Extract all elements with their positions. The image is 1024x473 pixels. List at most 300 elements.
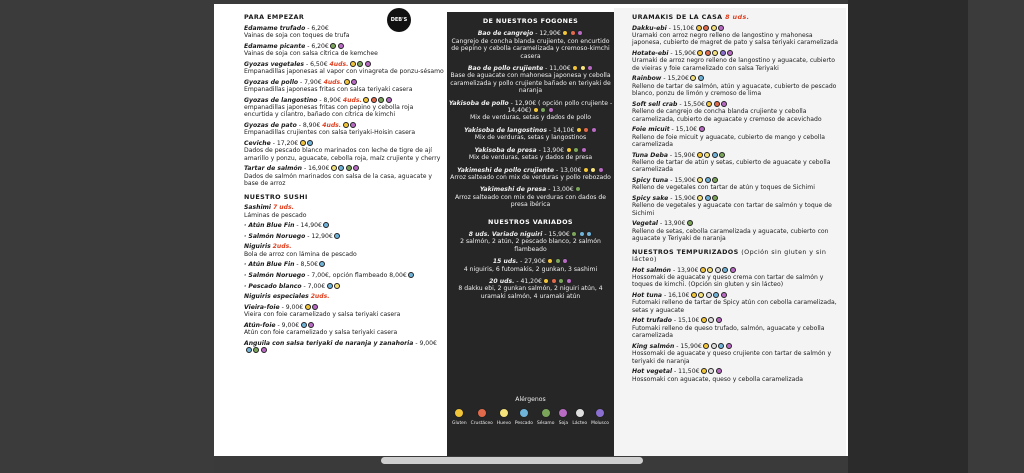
item-name: Hot tuna [632,292,663,300]
allergen-hu-icon [690,75,696,81]
item-name: Gyozas de pato [244,122,297,129]
allergen-se-icon [712,177,718,183]
allergen-la-icon [708,368,714,374]
allergen-cr-icon [551,278,557,284]
item-desc: Cangrejo de concha blanda crujiente, con encurtido de pepino y cebolla caramelizada y cremoso-kimchi casera [451,37,610,60]
item-name: Vieira-foie [244,303,280,311]
menu-item [632,75,842,97]
item-name: Yakisoba de pollo [448,99,509,107]
item-desc: Láminas de pescado [244,211,307,219]
allergen-la-icon [706,292,712,298]
item-name: Spicy sake [632,195,669,203]
item-desc: Hossomaki con aguacate, queso y cebolla caramelizada [632,375,803,383]
allergen-so-icon [338,43,344,49]
section-title-note: (Opción sin gluten y sin lácteo) [632,247,827,264]
menu-item [447,147,614,162]
right-background [968,0,1024,473]
item-name: King salmón [632,342,675,350]
item-name: Edamame trufado [244,24,306,32]
middle-column [447,12,614,456]
menu-item [244,233,444,240]
allergen-la-icon [575,408,585,418]
allergen-hu-icon [331,165,337,171]
menu-item [244,243,444,258]
menu-item [632,152,842,174]
item-price: - 7,90€ [300,78,322,86]
allergen-se-icon [378,97,384,103]
allergen-gl-icon [350,61,356,67]
allergen-se-icon [687,220,693,226]
allergen-hu-icon [698,292,704,298]
menu-item [632,50,842,72]
item-name: · Salmón Noruego [244,272,306,279]
allergen-se-icon [330,43,336,49]
item-price: - 13,90€ [538,146,565,154]
menu-item [632,368,842,383]
item-units: 4uds. [323,78,343,86]
item-price: - 17,20€ [272,140,299,147]
item-price: - 16,10€ [663,292,690,300]
item-price: - 13,90€ [659,220,686,228]
legend-label: Sésamo [536,421,555,427]
allergen-pe-icon [319,261,325,267]
allergen-so-icon [365,61,371,67]
legend-title: Alérgenos [515,396,546,403]
allergen-mo-icon [720,50,726,56]
item-units: 2uds. [310,293,330,301]
legend-item [537,408,554,427]
item-price: - 16,90€ [303,165,330,173]
menu-item [447,167,614,182]
menu-item [447,65,614,95]
left-column [244,4,444,355]
item-name: Dakku-ebi [632,24,667,32]
allergen-pe-icon [722,267,728,273]
item-desc: 2 salmón, 2 atún, 2 pescado blanco, 2 salmón flambeado [460,238,601,253]
item-name: Yakisoba de presa [474,146,537,154]
item-name: Foie micuit [632,126,670,134]
menu-item [447,231,614,253]
allergen-legend [447,396,614,428]
allergen-so-icon [591,127,597,133]
section-title: NUESTRO SUSHI [244,192,308,201]
allergen-hu-icon [707,267,713,273]
section-title [632,14,842,21]
item-name: Hot vegetal [632,368,673,376]
item-price: - 6,20€ [307,42,329,50]
item-price: - 15,90€ [676,342,702,350]
allergen-gl-icon [454,408,464,418]
item-price: - 15,10€ [668,24,695,32]
item-price: - 7,00€ [303,282,326,290]
item-desc: Arroz salteado con mix de verduras y pollo rebozado [450,173,611,181]
allergen-so-icon [727,50,733,56]
allergen-so-icon [312,304,318,310]
item-desc: Vainas de soja con toques de trufa [244,32,350,39]
item-name: Yakimeshi de presa [479,186,547,194]
allergen-gl-icon [576,127,582,133]
item-price: - 13,00€ [555,166,582,174]
allergen-la-icon [708,317,714,323]
allergen-gl-icon [697,50,703,56]
menu-item [244,61,444,76]
menu-item [632,195,842,217]
section-title [632,249,842,264]
item-desc: Relleno de tartar de salmón, atún y aguacate, cubierto de pescado blanco, ponzu de limón y cremoso de lima [632,82,837,98]
allergen-so-icon [721,292,727,298]
allergen-pe-icon [307,140,313,146]
allergen-so-icon [351,79,357,85]
item-desc: Relleno de vegetales con tartar de atún y toques de Sichimi [632,184,815,192]
item-name: Gyozas de pollo [244,78,299,86]
horizontal-scrollbar[interactable] [381,457,643,464]
allergen-hu-icon [711,25,717,31]
allergen-gl-icon [543,278,549,284]
menu-item [244,222,444,229]
item-price: - 9,00€ [415,339,437,347]
allergen-gl-icon [305,304,311,310]
item-name: · Pescado blanco [244,282,302,290]
legend-label: Lácteo [572,421,588,427]
menu-item [244,122,444,137]
item-desc: Relleno de vegetales y aguacate con tartar de salmón y toque de Sichimi [632,202,832,217]
allergen-gl-icon [703,343,709,349]
item-price: - 11,00€ [545,65,571,73]
allergen-se-icon [719,152,725,158]
item-name: · Atún Blue Fin [244,261,295,269]
item-name: Bao de cangrejo [477,30,534,38]
allergen-pe-icon [718,343,724,349]
menu-item [632,267,842,289]
allergen-pe-icon [712,152,718,158]
item-name: 15 uds. [492,258,519,266]
allergen-mo-icon [595,408,605,418]
item-price: - 8,90€ [319,96,341,104]
menu-item [447,186,614,208]
item-price: - 15,90€ [670,50,696,57]
legend-item [572,408,587,427]
menu-item [244,293,444,300]
allergen-cr-icon [371,97,377,103]
item-desc: Hossomaki de aguacate y queso crema con tartar de salmón y toques de kimchi. (Opción sin gluten y sin lácteo) [632,274,824,289]
item-desc: empanadillas japonesas fritas con pepino y cebolla roja encurtida y cilantro, bañado con cítrica de kimchi [244,104,414,119]
allergen-se-icon [555,258,561,264]
legend-label: Soja [558,421,569,427]
allergen-gl-icon [343,122,349,128]
menu-page [214,4,848,456]
item-price: - 9,00€ [281,303,304,311]
allergen-cr-icon [705,50,711,56]
allergen-hu-icon [697,195,703,201]
allergen-pe-icon [246,347,252,353]
item-name: Tuna Deba [632,151,668,159]
allergen-cr-icon [703,25,709,31]
item-name: Anguila con salsa teriyaki de naranja y zanahoria [244,339,414,347]
item-name: Niguiris [244,243,271,251]
menu-item [632,220,842,242]
menu-item [244,304,444,319]
item-price: - 15,90€ [670,177,696,185]
allergen-pe-icon [323,222,329,228]
item-name: · Salmón Noruego [244,232,306,240]
item-name: Edamame picante [244,42,306,50]
allergen-so-icon [308,322,314,328]
menu-item [244,272,444,279]
item-desc: Vainas de soja con salsa cítrica de kemchee [244,50,378,57]
item-price: - 27,90€ [520,258,546,266]
allergen-pe-icon [301,322,307,328]
item-price: - 12,90€ [535,30,561,38]
allergen-so-icon [718,25,724,31]
allergen-gl-icon [566,147,572,153]
allergen-cr-icon [714,101,720,107]
allergen-hu-icon [697,177,703,183]
section-title: DE NUESTROS FOGONES [482,17,579,25]
allergen-pe-icon [579,231,585,237]
allergen-hu-icon [499,408,509,418]
menu-item [632,25,842,47]
menu-item [244,97,444,119]
legend-item [558,408,568,427]
allergen-so-icon [577,30,583,36]
item-desc: Futomaki relleno de queso trufado, salmón, aguacate y cebolla caramelizada [632,324,825,340]
item-price: - 6,20€ [307,24,329,32]
item-price: - 15,20€ [663,75,689,83]
item-price: - 12,90€ [307,232,333,240]
allergen-cr-icon [583,127,589,133]
right-dark-strip [848,0,968,473]
allergen-gl-icon [533,107,539,113]
legend-label: Gluten [452,421,467,427]
item-desc: Relleno de cangrejo de concha blanda crujiente y cebolla caramelizada, cubierto de aguacate y cremoso de acevichado [632,108,822,123]
item-name: Yakisoba de langostinos [464,126,547,134]
menu-item [447,30,614,60]
allergen-cr-icon [477,408,487,418]
item-name: 20 uds. [489,277,515,285]
allergen-so-icon [699,126,705,132]
item-price: - 11,50€ [673,368,700,376]
allergen-pe-icon [327,283,333,289]
allergen-la-icon [711,343,717,349]
menu-item [244,25,444,40]
menu-item [447,100,614,122]
item-desc: Dados de pescado blanco marinados con leche de tigre de ají amarillo y ponzu, aguacate, cebolla roja, maíz crujiente y cherry [244,147,441,162]
menu-item [244,283,444,290]
allergen-so-icon [548,107,554,113]
legend-item [591,408,609,427]
menu-item [447,258,614,273]
item-price: - 14,10€ [548,126,575,134]
menu-item [244,165,444,187]
allergen-se-icon [571,231,577,237]
item-units: 4uds. [329,60,349,68]
item-name: Ceviche [244,140,271,147]
logo: DEB'S [387,8,411,32]
item-units: 2uds. [272,243,292,251]
allergen-so-icon [353,165,359,171]
menu-item [632,177,842,192]
item-units: 4uds. [322,122,342,129]
menu-item [244,204,444,219]
menu-item [632,343,842,365]
allergen-pe-icon [713,292,719,298]
item-price: - 7,00€, opción flambeado 8,00€ [307,272,407,279]
item-price: - 12,90€ ( opción pollo crujiente - 14,40€) [507,99,613,115]
allergen-pe-icon [334,233,340,239]
allergen-gl-icon [547,258,553,264]
item-price: - 6,50€ [305,60,328,68]
section-title-units: 8 uds. [725,13,750,21]
item-name: Soft sell crab [632,100,678,108]
allergen-gl-icon [701,317,707,323]
item-name: 8 uds. Variado niguiri [468,230,543,238]
item-price: - 15,10€ [671,126,698,134]
allergen-pe-icon [705,195,711,201]
item-name: Hot trufado [632,317,672,325]
allergen-pe-icon [698,75,704,81]
allergen-gl-icon [583,167,589,173]
item-desc: Mix de verduras, setas y dados de pollo [469,114,592,122]
allergen-se-icon [540,107,546,113]
item-price: - 8,90€ [298,122,321,129]
right-column [632,4,842,383]
allergen-se-icon [558,278,564,284]
allergen-so-icon [598,167,604,173]
left-background [0,0,214,473]
legend-row [447,408,614,427]
allergen-se-icon [253,347,259,353]
allergen-so-icon [562,258,568,264]
item-desc: Bola de arroz con lámina de pescado [244,250,357,258]
legend-label: Pescado [514,421,533,427]
allergen-gl-icon [300,140,306,146]
menu-item [447,278,614,300]
item-name: Yakimeshi de pollo crujiente [457,166,554,174]
allergen-gl-icon [562,30,568,36]
item-name: Spicy tuna [632,177,669,185]
allergen-so-icon [581,147,587,153]
menu-item [244,340,444,355]
allergen-la-icon [715,267,721,273]
item-desc: Relleno de setas, cebolla caramelizada y aguacate, cubierto con aguacate y Teriyaki de naranja [632,227,829,243]
allergen-so-icon [566,278,572,284]
item-desc: Dados de salmón marinados con salsa de la casa, aguacate y base de arroz [244,172,433,188]
allergen-hu-icon [590,167,596,173]
menu-item [244,79,444,94]
item-units: 4uds. [342,96,362,104]
item-name: Rainbow [632,75,662,83]
allergen-hu-icon [334,283,340,289]
allergen-so-icon [730,267,736,273]
allergen-so-icon [721,101,727,107]
legend-label: Huevo [496,421,511,427]
allergen-so-icon [716,317,722,323]
item-price: - 41,20€ [516,277,542,285]
item-desc: 8 dakku ebi, 2 gunkan salmón, 2 niguiri atún, 4 uramaki salmón, 4 uramaki atún [458,285,603,300]
allergen-hu-icon [712,50,718,56]
allergen-gl-icon [344,79,350,85]
allergen-gl-icon [691,292,697,298]
allergen-so-icon [350,122,356,128]
menu-item [244,140,444,162]
menu-item [244,322,444,337]
item-units: 7 uds. [272,204,294,212]
item-price: - 15,10€ [673,317,700,325]
item-price: - 15,90€ [544,230,570,238]
allergen-so-icon [716,368,722,374]
allergen-pe-icon [705,177,711,183]
allergen-so-icon [558,408,568,418]
allergen-gl-icon [701,368,707,374]
allergen-pe-icon [338,165,344,171]
item-name: Tartar de salmón [244,165,303,173]
section-title: NUESTROS VARIADOS [488,217,573,226]
allergen-gl-icon [697,152,703,158]
section-title-text: NUESTROS TEMPURIZADOS [632,247,739,256]
item-name: Hot salmón [632,266,672,274]
allergen-cr-icon [570,30,576,36]
item-name: Vegetal [632,220,659,228]
item-desc: Relleno de tartar de atún y setas, cubierto de aguacate y cebolla caramelizada [632,159,831,174]
allergen-so-icon [386,97,392,103]
menu-item [632,317,842,339]
item-desc: Mix de verduras, setas y langostinos [474,134,587,142]
item-price: - 9,00€ [277,321,300,329]
item-price: - 15,90€ [669,151,696,159]
item-price: - 13,90€ [672,266,699,274]
item-name: Atún-foie [244,321,276,329]
legend-label: Crustáceo [470,421,493,427]
allergen-hu-icon [704,152,710,158]
item-name: Gyozas vegetales [244,60,305,68]
item-name: Gyozas de langostino [244,96,318,104]
item-desc: Base de aguacate con mahonesa japonesa y cebolla caramelizada y pollo crujiente bañado en teriyaki de naranja [450,72,611,95]
item-desc: Empanadillas japonesas al vapor con vinagreta de ponzu-sésamo [244,68,444,75]
item-desc: Arroz salteado con mix de verduras con dados de presa ibérica [454,193,607,209]
allergen-so-icon [261,347,267,353]
allergen-se-icon [346,165,352,171]
legend-item [471,408,493,427]
item-desc: Futomaki relleno de tartar de Spicy atún con cebolla caramelizada, setas y aguacate [632,299,837,314]
allergen-se-icon [575,186,581,192]
allergen-gl-icon [572,65,578,71]
item-desc: 4 niguiris, 6 futomakis, 2 gunkan, 3 sashimi [463,265,598,273]
item-desc: Vieira con foie caramelizado y salsa teriyaki casera [244,311,401,319]
allergen-se-icon [573,147,579,153]
legend-item [497,408,511,427]
item-name: Sashimi [244,204,271,212]
item-price: - 13,00€ [548,186,574,194]
allergen-gl-icon [363,97,369,103]
item-desc: Empanadillas japonesas fritas con salsa teriyaki casera [244,86,413,93]
legend-item [452,408,467,427]
section-title: PARA EMPEZAR [244,13,305,21]
item-desc: Uramaki con arroz negro relleno de langostino y mahonesa japonesa, cubierto de magret de pato y salsa teriyaki caramelizada [632,32,839,47]
item-desc: Hossomaki de aguacate y queso crujiente con tartar de salmón y teriyaki de naranja [632,350,832,365]
allergen-hu-icon [580,65,586,71]
item-name: · Atún Blue Fin [244,222,295,230]
allergen-so-icon [726,343,732,349]
allergen-gl-icon [706,101,712,107]
allergen-se-icon [541,408,551,418]
menu-item [244,261,444,268]
item-name: Hotate-ebi [632,50,669,57]
item-price: - 8,50€ [296,261,318,269]
item-desc: Relleno de foie micuit y aguacate, cubierto de mango y cebolla caramelizada [632,133,825,149]
menu-item [632,292,842,314]
section-title-text: URAMAKIS DE LA CASA [632,13,723,21]
menu-item [632,101,842,123]
